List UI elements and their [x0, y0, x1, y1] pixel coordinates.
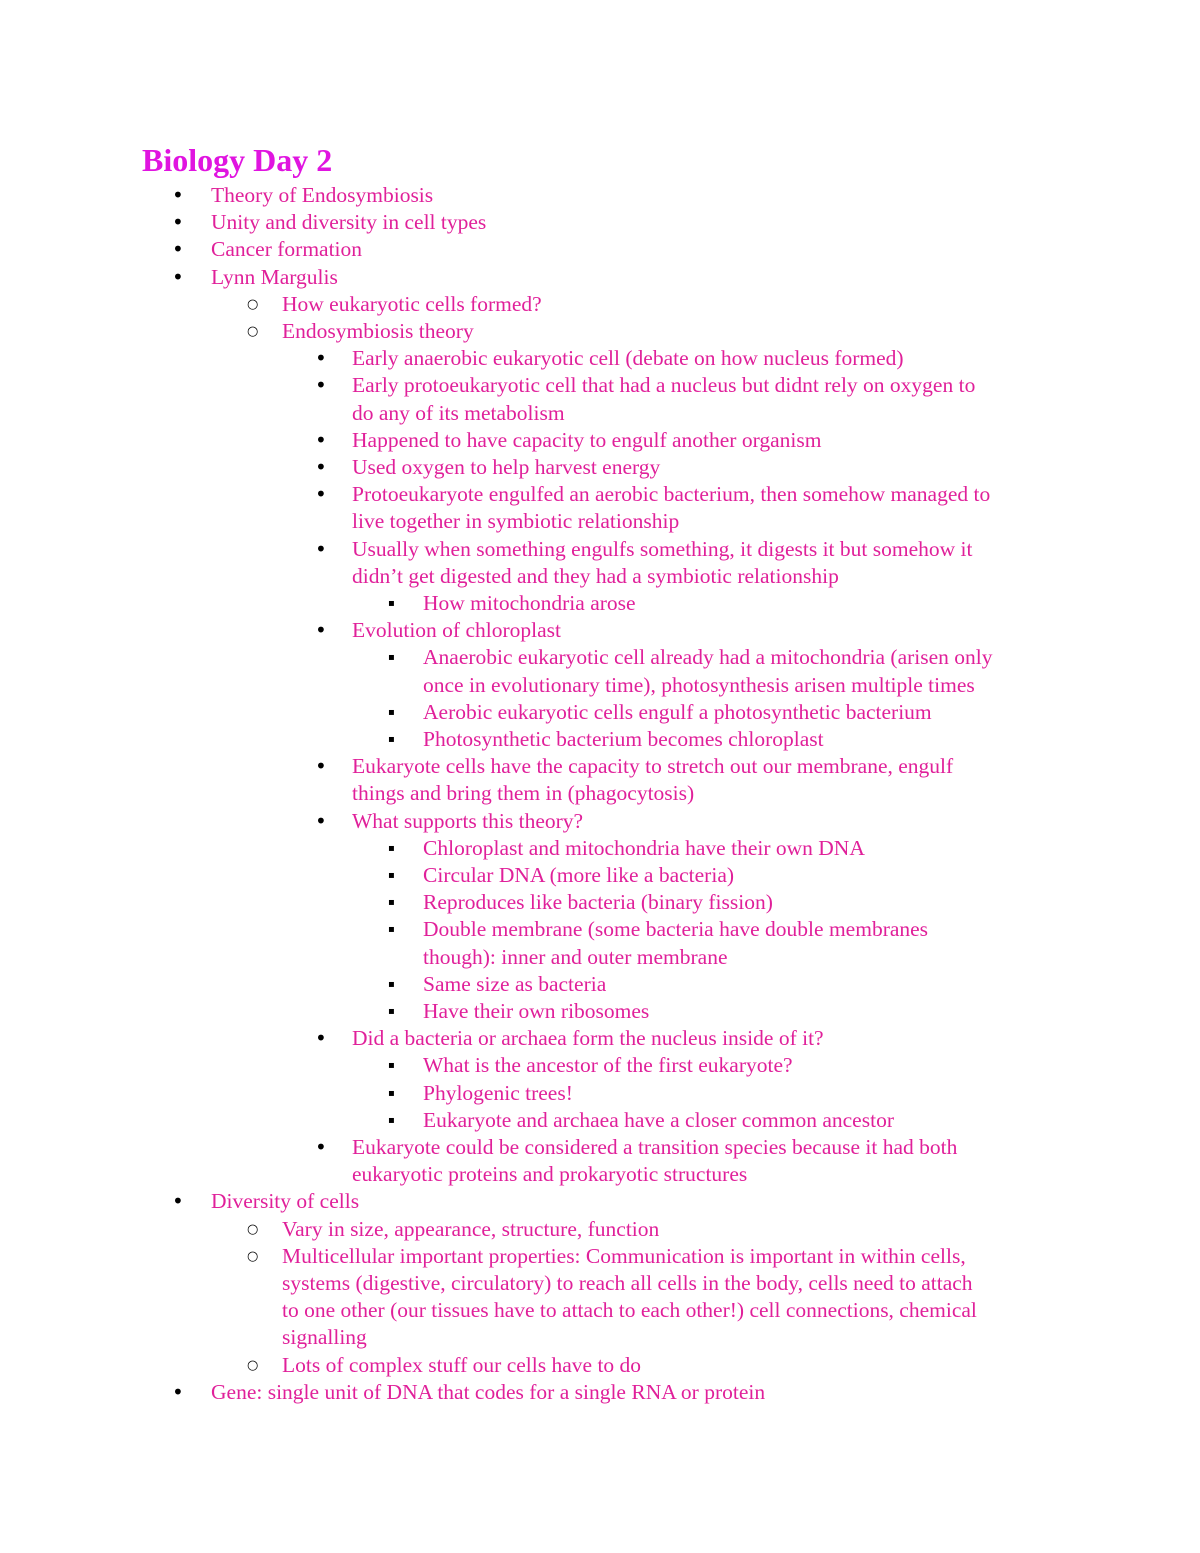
list-item: Used oxygen to help harvest energy [352, 455, 661, 479]
page-title: Biology Day 2 [142, 142, 333, 178]
bullet-square-icon: ▪ [388, 1114, 395, 1126]
bullet-circle-icon: ○ [247, 296, 259, 312]
list-item: Lynn Margulis [211, 264, 338, 289]
bullet-square-icon: ▪ [388, 1060, 395, 1072]
list-item: to one other (our tissues have to attach to each other!) cell connections, chemical [282, 1298, 977, 1323]
list-item: How eukaryotic cells formed? [282, 291, 542, 316]
bullet-square-icon: ▪ [388, 1087, 395, 1099]
list-item: Same size as bacteria [423, 971, 607, 996]
bullet-disc-icon: • [315, 373, 327, 398]
list-item: Photosynthetic bacterium becomes chloroplast [423, 727, 824, 751]
list-item: live together in symbiotic relationship [352, 509, 680, 534]
bullet-square-icon: ▪ [388, 924, 395, 936]
list-item: Eukaryote and archaea have a closer common ancestor [423, 1107, 894, 1132]
list-item: Happened to have capacity to engulf another organism [352, 427, 822, 452]
list-item: Early anaerobic eukaryotic cell (debate on how nucleus formed) [352, 346, 904, 371]
list-item: Circular DNA (more like a bacteria) [423, 863, 735, 887]
list-item: Chloroplast and mitochondria have their own DNA [423, 835, 865, 860]
bullet-circle-icon: ○ [247, 1248, 259, 1264]
bullet-disc-icon: • [315, 808, 327, 833]
list-item: didn’t get digested and they had a symbiotic relationship [352, 563, 839, 588]
bullet-square-icon: ▪ [388, 897, 395, 909]
bullet-square-icon: ▪ [388, 870, 395, 881]
bullet-circle-icon: ○ [247, 1221, 259, 1237]
list-item: Vary in size, appearance, structure, function [282, 1216, 660, 1241]
bullet-disc-icon: • [315, 1026, 327, 1051]
bullet-disc-icon: • [315, 754, 327, 779]
list-item: once in evolutionary time), photosynthesis arisen multiple times [423, 672, 975, 697]
bullet-disc-icon: • [315, 482, 327, 507]
bullet-square-icon: ▪ [388, 598, 395, 609]
list-item: systems (digestive, circulatory) to reach all cells in the body, cells need to attach [282, 1271, 973, 1295]
bullet-square-icon: ▪ [388, 706, 395, 718]
bullet-disc-icon: • [172, 1379, 184, 1404]
list-item: Gene: single unit of DNA that codes for a single RNA or protein [211, 1379, 766, 1404]
list-item: Phylogenic trees! [423, 1080, 573, 1105]
list-item: Aerobic eukaryotic cells engulf a photosynthetic bacterium [423, 699, 932, 724]
bullet-disc-icon: • [315, 1135, 327, 1159]
list-item: do any of its metabolism [352, 400, 565, 425]
list-item: Protoeukaryote engulfed an aerobic bacterium, then somehow managed to [352, 482, 991, 507]
list-item: eukaryotic proteins and prokaryotic structures [352, 1162, 748, 1187]
list-item: Evolution of chloroplast [352, 618, 561, 643]
list-item: Double membrane (some bacteria have double membranes [423, 917, 929, 942]
bullet-disc-icon: • [172, 210, 184, 235]
bullet-square-icon: ▪ [388, 842, 395, 854]
list-item: Diversity of cells [211, 1189, 360, 1214]
list-item: Theory of Endosymbiosis [211, 183, 434, 207]
list-item: Unity and diversity in cell types [211, 210, 487, 235]
list-item: Anaerobic eukaryotic cell already had a mitochondria (arisen only [423, 645, 993, 670]
list-item: though): inner and outer membrane [423, 944, 728, 969]
list-item: Usually when something engulfs something, it digests it but somehow it [352, 536, 973, 561]
bullet-disc-icon: • [315, 346, 327, 371]
bullet-square-icon: ▪ [388, 652, 395, 664]
bullet-disc-icon: • [315, 618, 327, 643]
bullet-disc-icon: • [172, 237, 184, 262]
bullet-circle-icon: ○ [247, 324, 259, 339]
list-item: things and bring them in (phagocytosis) [352, 781, 695, 806]
list-item: How mitochondria arose [423, 591, 636, 615]
list-item: Cancer formation [211, 237, 363, 262]
bullet-disc-icon: • [315, 536, 327, 561]
bullet-circle-icon: ○ [247, 1357, 259, 1373]
bullet-square-icon: ▪ [388, 734, 395, 745]
bullet-disc-icon: • [172, 183, 184, 207]
bullet-square-icon: ▪ [388, 978, 395, 990]
bullet-disc-icon: • [315, 455, 327, 479]
list-item: Eukaryote could be considered a transition species because it had both [352, 1135, 958, 1159]
list-item: Have their own ribosomes [423, 999, 650, 1023]
list-item: Did a bacteria or archaea form the nucleus inside of it? [352, 1026, 824, 1051]
list-item: Eukaryote cells have the capacity to stretch out our membrane, engulf [352, 754, 954, 779]
bullet-disc-icon: • [172, 264, 184, 289]
list-item: Reproduces like bacteria (binary fission) [423, 890, 773, 915]
bullet-square-icon: ▪ [388, 1006, 395, 1017]
list-item: Endosymbiosis theory [282, 319, 474, 343]
list-item: Early protoeukaryotic cell that had a nucleus but didnt rely on oxygen to [352, 373, 976, 398]
bullet-disc-icon: • [315, 427, 327, 452]
list-item: What supports this theory? [352, 808, 584, 833]
list-item: What is the ancestor of the first eukaryote? [423, 1053, 793, 1078]
bullet-disc-icon: • [172, 1189, 184, 1214]
list-item: signalling [282, 1325, 367, 1350]
list-item: Multicellular important properties: Communication is important in within cells, [282, 1243, 966, 1268]
list-item: Lots of complex stuff our cells have to do [282, 1352, 642, 1377]
